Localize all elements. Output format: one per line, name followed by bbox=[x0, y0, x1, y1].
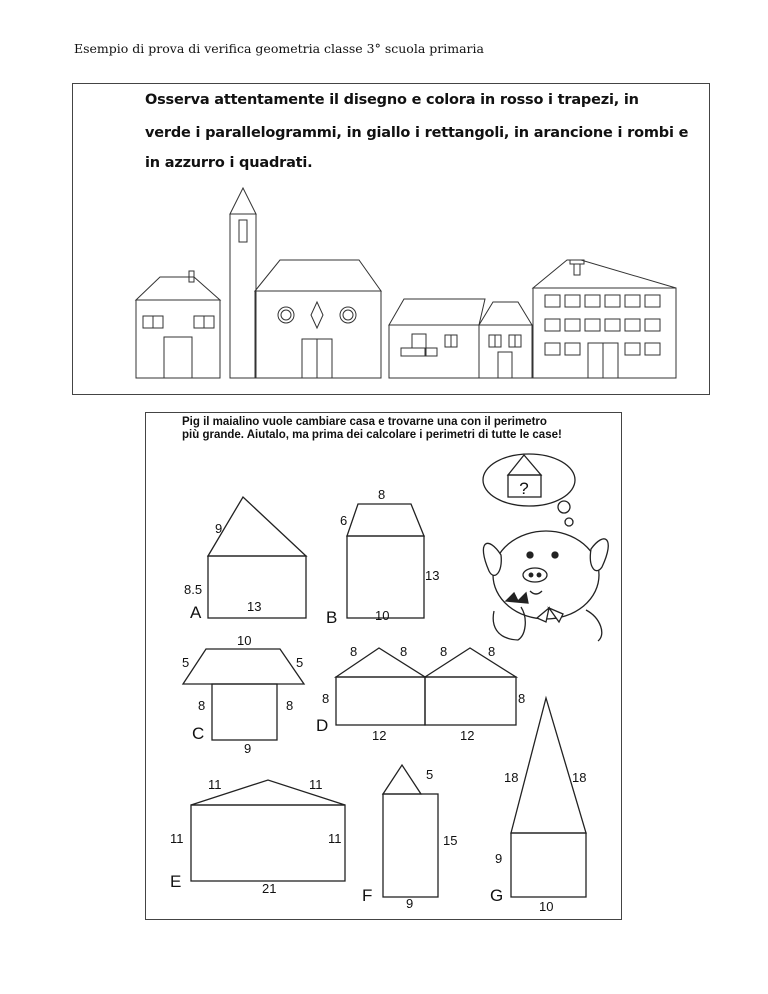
house-d-base-left-label: 12 bbox=[372, 728, 387, 743]
house-d-shape bbox=[336, 648, 516, 725]
thought-bubble bbox=[483, 454, 575, 526]
house-d-base-right-label: 12 bbox=[460, 728, 475, 743]
village-drawing bbox=[73, 84, 709, 394]
house-e-roof-right-label: 11 bbox=[309, 777, 323, 792]
house-c-slant-right-label: 5 bbox=[296, 655, 304, 670]
house-g-side-label: 9 bbox=[495, 851, 503, 866]
church bbox=[255, 260, 381, 378]
instruction-line-3: in azzurro i quadrati. bbox=[145, 155, 313, 171]
document-title: Esempio di prova di verifica geometria classe 3° scuola primaria bbox=[74, 41, 484, 56]
house-g-shape bbox=[511, 698, 586, 897]
pig-instruction-line-2: più grande. Aiutalo, ma prima dei calcolare i perimetri di tutte le case! bbox=[182, 429, 562, 441]
small-house bbox=[136, 271, 220, 378]
house-f-letter: F bbox=[362, 886, 373, 905]
exercise-1-box bbox=[72, 83, 710, 395]
house-e-side-left-label: 11 bbox=[170, 831, 184, 846]
house-d-roof-1-label: 8 bbox=[350, 644, 358, 659]
house-c-slant-left-label: 5 bbox=[182, 655, 190, 670]
house-b-letter: B bbox=[326, 608, 338, 627]
house-e-roof-left-label: 11 bbox=[208, 777, 222, 792]
house-b-shape bbox=[347, 504, 424, 618]
pig-instruction-line-1: Pig il maialino vuole cambiare casa e trovarne una con il perimetro bbox=[182, 416, 547, 428]
house-f-roof-label: 5 bbox=[426, 767, 434, 782]
house-c-side-left-label: 8 bbox=[198, 698, 206, 713]
house-e-shape bbox=[191, 780, 345, 881]
exercise-2-box bbox=[145, 412, 622, 920]
house-d-side-right-label: 8 bbox=[518, 691, 526, 706]
house-c-base-label: 9 bbox=[244, 741, 252, 756]
apartment-building bbox=[533, 260, 676, 378]
house-b-side-label: 13 bbox=[425, 568, 440, 583]
house-e-letter: E bbox=[170, 872, 182, 891]
perimeter-houses-drawing bbox=[146, 413, 621, 919]
instruction-line-2: verde i parallelogrammi, in giallo i rettangoli, in arancione i rombi e bbox=[145, 125, 689, 141]
house-g-base-label: 10 bbox=[539, 899, 554, 914]
house-d-roof-2-label: 8 bbox=[400, 644, 408, 659]
house-c-letter: C bbox=[192, 724, 205, 743]
house-g-roof-left-label: 18 bbox=[504, 770, 519, 785]
house-d-roof-4-label: 8 bbox=[488, 644, 496, 659]
house-d-roof-3-label: 8 bbox=[440, 644, 448, 659]
house-c-side-right-label: 8 bbox=[286, 698, 294, 713]
house-a-side-label: 8.5 bbox=[184, 582, 203, 597]
thought-question-mark: ? bbox=[519, 479, 529, 498]
low-house bbox=[389, 299, 532, 378]
house-d-letter: D bbox=[316, 716, 329, 735]
house-b-slant-label: 6 bbox=[340, 513, 348, 528]
house-e-base-label: 21 bbox=[262, 881, 277, 896]
house-d-side-left-label: 8 bbox=[322, 691, 330, 706]
house-e-side-right-label: 11 bbox=[328, 831, 342, 846]
house-b-top-label: 8 bbox=[378, 487, 386, 502]
house-g-letter: G bbox=[490, 886, 504, 905]
house-f-shape bbox=[383, 765, 438, 897]
pig-illustration bbox=[483, 531, 608, 641]
house-b-base-label: 10 bbox=[375, 608, 390, 623]
house-f-base-label: 9 bbox=[406, 896, 414, 911]
house-f-side-label: 15 bbox=[443, 833, 458, 848]
bell-tower bbox=[230, 188, 256, 378]
house-a-base-label: 13 bbox=[247, 599, 262, 614]
house-c-top-label: 10 bbox=[237, 633, 252, 648]
instruction-line-1: Osserva attentamente il disegno e colora in rosso i trapezi, in bbox=[145, 92, 639, 108]
house-a-roof-label: 9 bbox=[215, 521, 223, 536]
house-a-letter: A bbox=[190, 603, 202, 622]
house-g-roof-right-label: 18 bbox=[572, 770, 587, 785]
